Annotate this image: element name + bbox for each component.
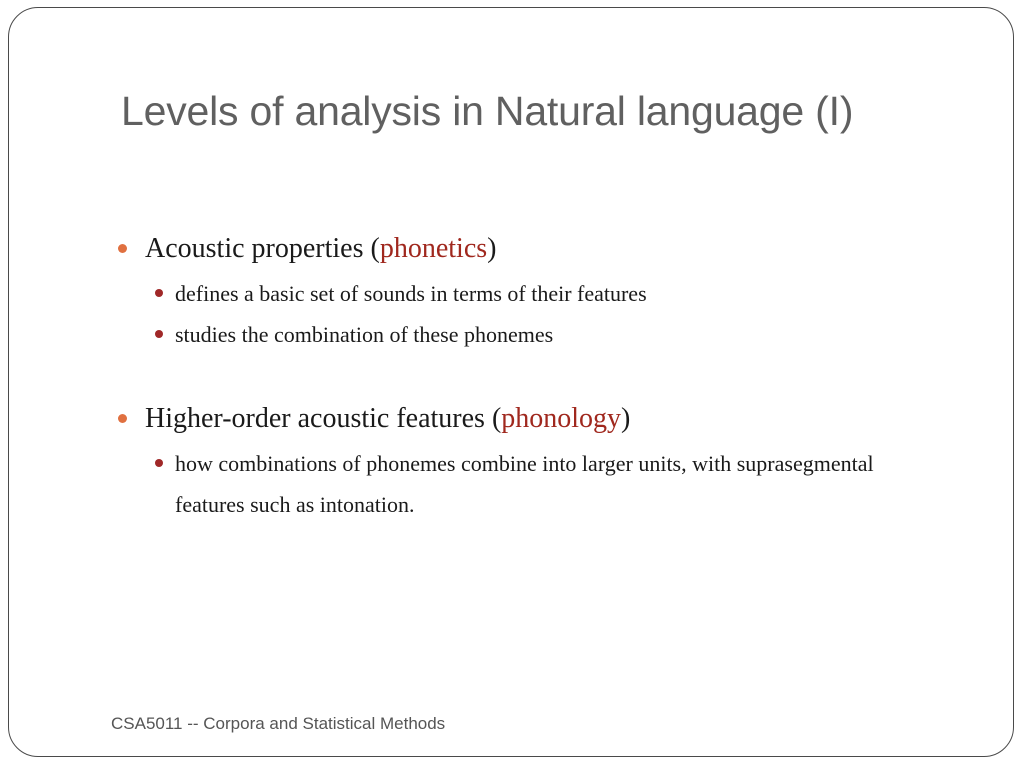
sub-bullet-text: defines a basic set of sounds in terms of their features [175, 281, 647, 306]
slide-body [109, 230, 929, 525]
term-phonetics: phonetics [379, 233, 488, 264]
slide-frame [8, 7, 1014, 757]
sub-bullet [109, 314, 929, 355]
bullet-dot-icon [118, 244, 127, 253]
bullet-text: Higher-order acoustic features ( [145, 403, 502, 434]
bullet-phonetics [109, 230, 929, 268]
sub-bullet-dot-icon [155, 289, 163, 297]
sub-bullet-text: studies the combination of these phonemes [175, 322, 554, 347]
bullet-dot-icon [118, 414, 127, 423]
bullet-phonology [109, 400, 929, 438]
bullet-text: Acoustic properties ( [145, 233, 380, 264]
sub-bullet-text: how combinations of phonemes combine into larger units, with suprasegmental features such as intonation. [175, 451, 874, 517]
slide-footer: CSA5011 -- Corpora and Statistical Methods [111, 714, 446, 733]
bullet-text-close: ) [487, 233, 497, 264]
sub-bullet-dot-icon [155, 330, 163, 338]
sub-bullet [109, 273, 929, 314]
term-phonology: phonology [501, 403, 622, 434]
bullet-text-close: ) [621, 403, 631, 434]
spacer [109, 355, 929, 400]
sub-bullet [109, 443, 929, 525]
slide-title: Levels of analysis in Natural language (I) [121, 88, 854, 134]
sub-bullet-dot-icon [155, 459, 163, 467]
